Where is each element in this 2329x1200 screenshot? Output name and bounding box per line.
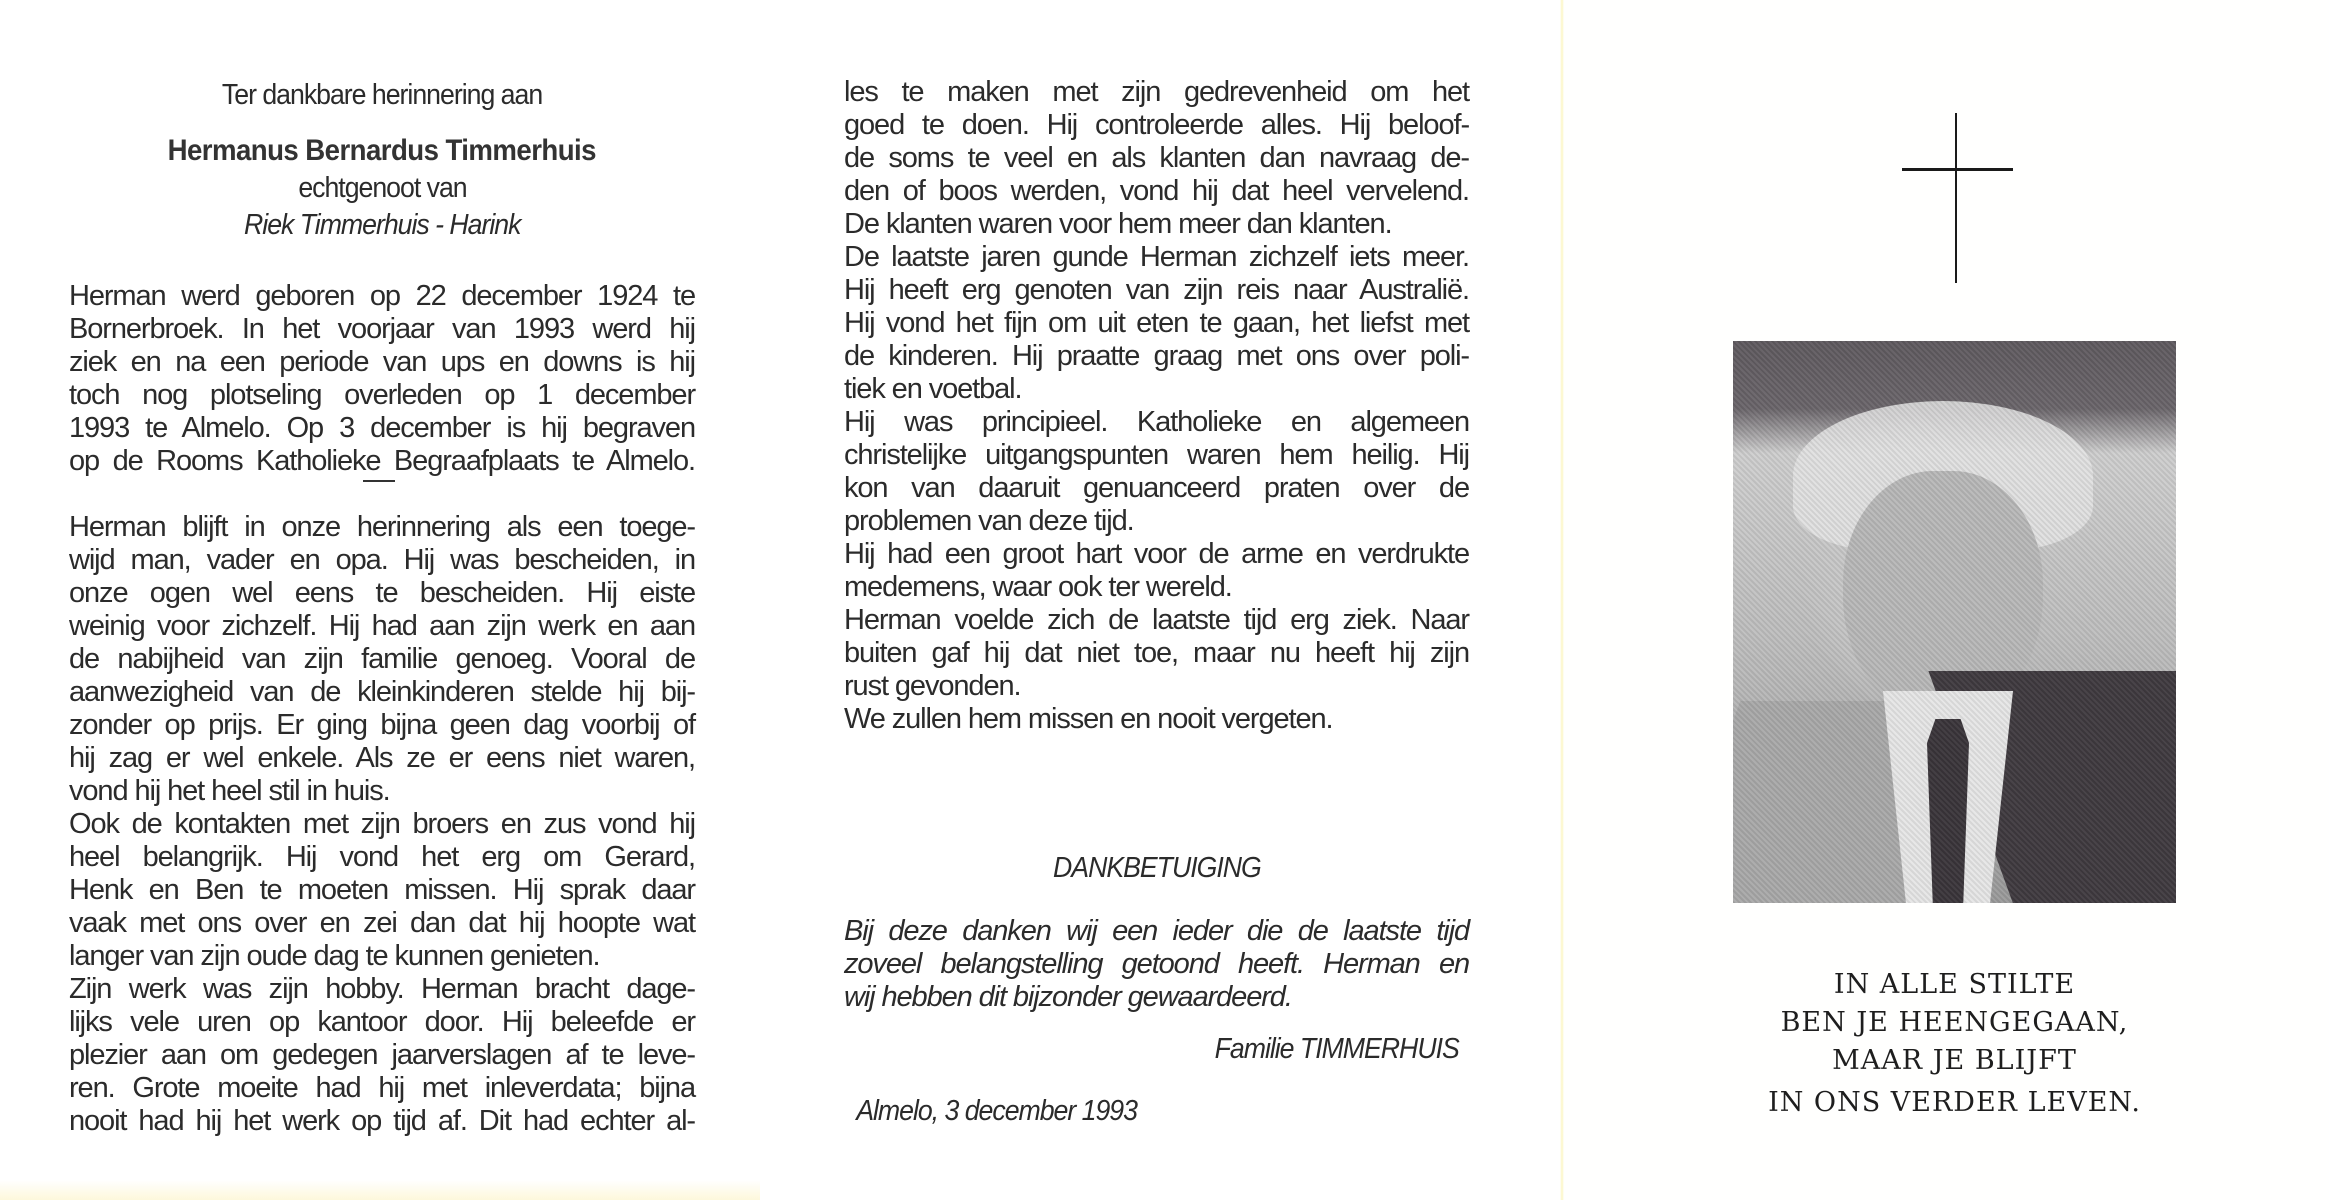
text-line: Hij vond het fijn om uit eten te gaan, het liefst met [844, 307, 1469, 339]
text-line: Hij had een groot hart voor de arme en verdrukte [844, 538, 1469, 570]
text-line: hij zag er wel enkele. Als ze er eens niet waren, [69, 742, 695, 774]
text-line: de soms te veel en als klanten dan navraag de- [844, 142, 1469, 174]
verse-line: BEN JE HEENGEGAAN, [1780, 1007, 2129, 1038]
text-line: Herman voelde zich de laatste tijd erg ziek. Naar [844, 604, 1469, 636]
text-line: 1993 te Almelo. Op 3 december is hij begraven [69, 412, 695, 444]
verse-line: MAAR JE BLIJFT [1832, 1045, 2077, 1076]
text-line: Hij was principieel. Katholieke en algemeen [844, 406, 1469, 438]
text-line: zonder op prijs. Er ging bijna geen dag voorbij of [69, 709, 695, 741]
family-signature: Familie TIMMERHUIS [1214, 1033, 1459, 1065]
intro-text: Ter dankbare herinnering aan [221, 79, 543, 111]
text-line: wij hebben dit bijzonder gewaardeerd. [844, 981, 1292, 1013]
text-line: ziek en na een periode van ups en downs is hij [69, 346, 695, 378]
paper-edge-tint [0, 1180, 760, 1200]
portrait-photo [1733, 341, 2176, 903]
text-line: buiten gaf hij dat niet toe, maar nu heeft hij zijn [844, 637, 1469, 669]
text-line: heel belangrijk. Hij vond het erg om Gerard, [69, 841, 695, 873]
text-line: tiek en voetbal. [844, 373, 1022, 405]
text-line: lijks vele uren op kantoor door. Hij beleefde er [69, 1006, 695, 1038]
text-line: toch nog plotseling overleden op 1 december [69, 379, 695, 411]
spouse-name: Riek Timmerhuis - Harink [243, 209, 521, 241]
text-line: ren. Grote moeite had hij met inleverdata; bijna [69, 1072, 695, 1104]
text-line: rust gevonden. [844, 670, 1021, 702]
deceased-name: Hermanus Bernardus Timmerhuis [167, 134, 597, 167]
text-line: les te maken met zijn gedrevenheid om het [844, 76, 1469, 108]
text-line: Hij heeft erg genoten van zijn reis naar Australië. [844, 274, 1469, 306]
photo-jacket-left [1733, 701, 2000, 903]
photo-face [1843, 471, 2043, 721]
text-line: Herman werd geboren op 22 december 1924 te [69, 280, 695, 312]
relation-text: echtgenoot van [297, 172, 467, 204]
verse-line: IN ALLE STILTE [1833, 969, 2076, 1000]
text-line: nooit had hij het werk op tijd af. Dit had echter al- [69, 1105, 695, 1137]
photo-jacket-right [1928, 671, 2176, 903]
text-line: vaak met ons over en zei dan dat hij hoopte wat [69, 907, 695, 939]
text-line: op de Rooms Katholieke Begraafplaats te Almelo. [69, 445, 695, 477]
text-line: plezier aan om gedegen jaarverslagen af te leve- [69, 1039, 695, 1071]
verse-line: IN ONS VERDER LEVEN. [1768, 1087, 2141, 1118]
photo-tie [1927, 719, 1969, 903]
text-line: zoveel belangstelling getoond heeft. Herman en [844, 948, 1469, 980]
text-line: De laatste jaren gunde Herman zichzelf iets meer. [844, 241, 1469, 273]
text-line: kon van daaruit genuanceerd praten over de [844, 472, 1469, 504]
text-line: Zijn werk was zijn hobby. Herman bracht dage- [69, 973, 695, 1005]
text-line: medemens, waar ook ter wereld. [844, 571, 1232, 603]
text-line: de kinderen. Hij praatte graag met ons over poli- [844, 340, 1469, 372]
text-line: De klanten waren voor hem meer dan klanten. [844, 208, 1392, 240]
place-date: Almelo, 3 december 1993 [856, 1095, 1137, 1127]
text-line: wijd man, vader en opa. Hij was bescheiden, in [69, 544, 695, 576]
text-line: goed te doen. Hij controleerde alles. Hij beloof- [844, 109, 1469, 141]
text-line: weinig voor zichzelf. Hij had aan zijn werk en aan [69, 610, 695, 642]
text-line: onze ogen wel eens te bescheiden. Hij eiste [69, 577, 695, 609]
text-line: Herman blijft in onze herinnering als een toege- [69, 511, 695, 543]
cross-horizontal-bar [1902, 168, 2013, 171]
section-separator [363, 480, 395, 482]
text-line: We zullen hem missen en nooit vergeten. [844, 703, 1333, 735]
text-line: de nabijheid van zijn familie genoeg. Vooral de [69, 643, 695, 675]
fold-line [1560, 0, 1564, 1200]
text-line: langer van zijn oude dag te kunnen genieten. [69, 940, 600, 972]
text-line: Bij deze danken wij een ieder die de laatste tijd [844, 915, 1469, 947]
text-line: Ook de kontakten met zijn broers en zus vond hij [69, 808, 695, 840]
photo-hair [1793, 401, 2093, 551]
cross-vertical-bar [1955, 113, 1957, 283]
text-line: christelijke uitgangspunten waren hem heilig. Hij [844, 439, 1469, 471]
text-line: Bornerbroek. In het voorjaar van 1993 werd hij [69, 313, 695, 345]
text-line: problemen van deze tijd. [844, 505, 1134, 537]
text-line: vond hij het heel stil in huis. [69, 775, 390, 807]
text-line: aanwezigheid van de kleinkinderen stelde hij bij- [69, 676, 695, 708]
photo-shirt [1883, 691, 2013, 903]
text-line: Henk en Ben te moeten missen. Hij sprak daar [69, 874, 695, 906]
thanks-heading: DANKBETUIGING [1052, 852, 1261, 884]
text-line: den of boos werden, vond hij dat heel vervelend. [844, 175, 1469, 207]
